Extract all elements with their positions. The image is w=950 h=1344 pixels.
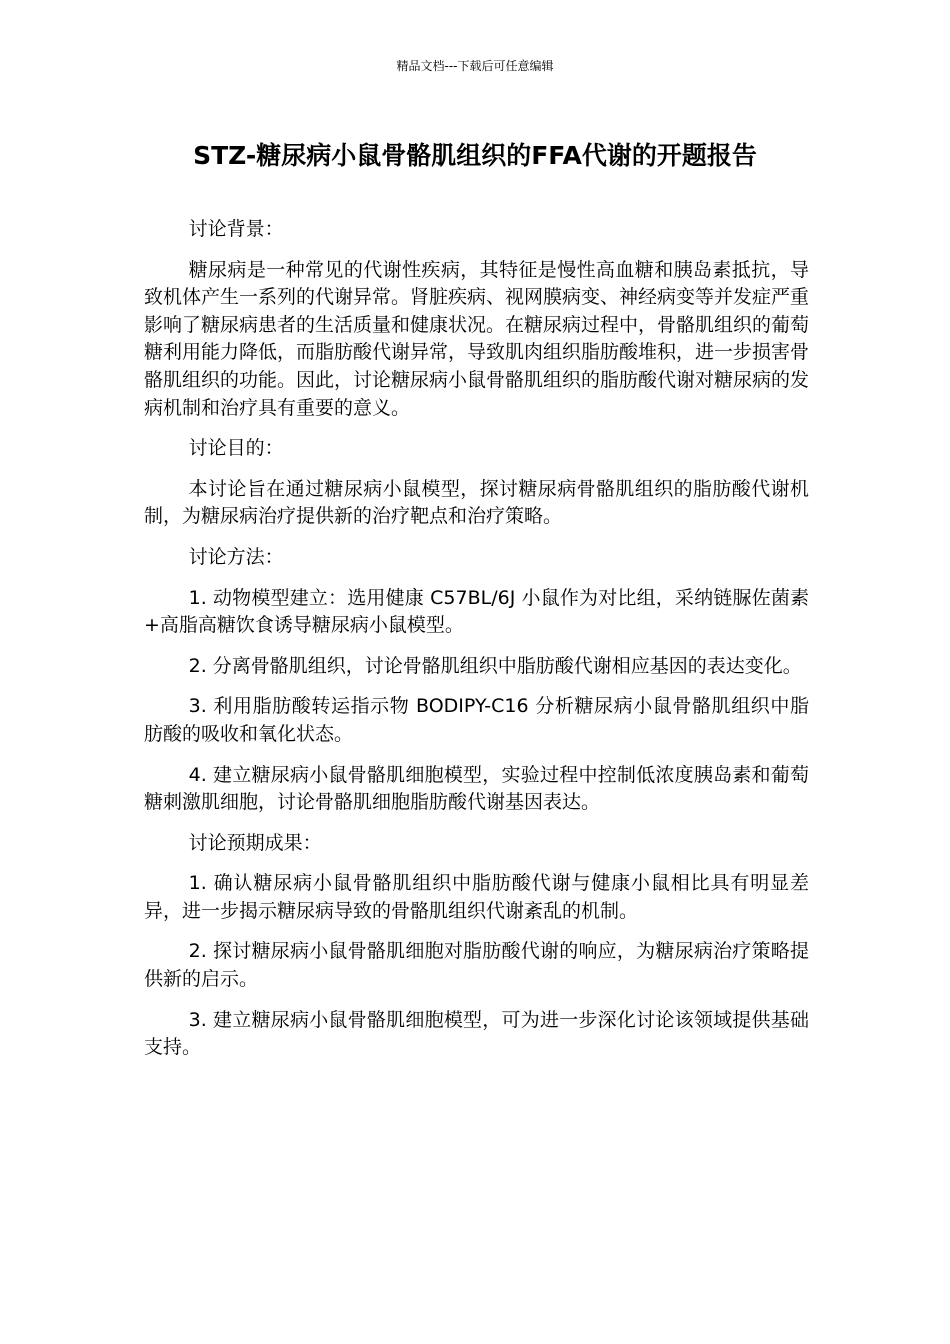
- section-heading-background: 讨论背景：: [188, 218, 284, 240]
- method-item-4: 4. 建立糖尿病小鼠骨骼肌细胞模型，实验过程中控制低浓度胰岛素和葡萄糖刺激肌细胞，讨论骨骼肌细胞脂肪酸代谢基因表达。: [144, 763, 809, 814]
- paragraph-purpose: 本讨论旨在通过糖尿病小鼠模型，探讨糖尿病骨骼肌组织的脂肪酸代谢机制，为糖尿病治疗提供新的治疗靶点和治疗策略。: [144, 477, 809, 528]
- document-body: [144, 216, 809, 1075]
- outcome-item-1: 1. 确认糖尿病小鼠骨骼肌组织中脂肪酸代谢与健康小鼠相比具有明显差异，进一步揭示糖尿病导致的骨骼肌组织代谢紊乱的机制。: [144, 872, 809, 922]
- section-heading-purpose: 讨论目的：: [188, 437, 284, 460]
- outcome-item-2: 2. 探讨糖尿病小鼠骨骼肌细胞对脂肪酸代谢的响应，为糖尿病治疗策略提供新的启示。: [144, 940, 809, 991]
- section-heading-methods: 讨论方法：: [188, 545, 284, 568]
- method-item-1: 1. 动物模型建立：选用健康 C57BL/6J 小鼠作为对比组，采纳链脲佐菌素+高脂高糖饮食诱导糖尿病小鼠模型。: [144, 586, 809, 637]
- method-item-2: 2. 分离骨骼肌组织，讨论骨骼肌组织中脂肪酸代谢相应基因的表达变化。: [188, 654, 802, 677]
- section-heading-outcomes: 讨论预期成果：: [188, 831, 322, 854]
- method-item-3: 3. 利用脂肪酸转运指示物 BODIPY-C16 分析糖尿病小鼠骨骼肌组织中脂肪酸的吸收和氧化状态。: [144, 695, 809, 745]
- outcome-item-3: 3. 建立糖尿病小鼠骨骼肌细胞模型，可为进一步深化讨论该领域提供基础支持。: [144, 1008, 809, 1059]
- page-header: 精品文档---下载后可任意编辑: [396, 59, 554, 73]
- paragraph-background: 糖尿病是一种常见的代谢性疾病，其特征是慢性高血糖和胰岛素抵抗，导致机体产生一系列的代谢异常。肾脏疾病、视网膜病变、神经病变等并发症严重影响了糖尿病患者的生活质量和健康状况。在糖尿病过程中，骨骼肌组织的葡萄糖利用能力降低，而脂肪酸代谢异常，导致肌肉组织脂肪酸堆积，进一步损害骨骼肌组织的功能。因此，讨论糖尿病小鼠骨骼肌组织的脂肪酸代谢对糖尿病的发病机制和治疗具有重要的意义。: [144, 258, 810, 419]
- document-title: STZ-糖尿病小鼠骨骼肌组织的FFA代谢的开题报告: [193, 141, 757, 170]
